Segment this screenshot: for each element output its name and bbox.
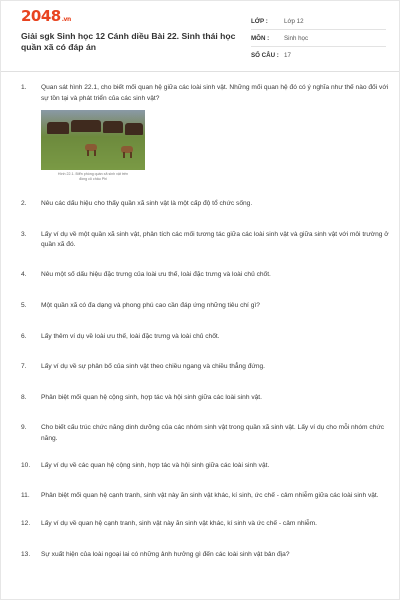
- question-text: Cho biết cấu trúc chức năng dinh dưỡng của các nhóm sinh vật trong quần xã sinh vật. Lấy ví dụ cho mỗi nhóm chức năng.: [41, 424, 385, 442]
- question-text: Sự xuất hiện của loài ngoại lai có những ảnh hưởng gì đến các loài sinh vật bản địa?: [41, 550, 290, 558]
- figure-caption: Hình 22.1. Biển phòng quần xã sinh vật trên đồng cỏ châu Phi: [57, 172, 129, 181]
- site-logo[interactable]: [21, 7, 71, 25]
- question-number: 2.: [21, 200, 27, 208]
- meta-key: LỚP :: [251, 17, 268, 25]
- question-text: Phân biệt mối quan hệ cộng sinh, hợp tác và hội sinh giữa các loài sinh vật.: [41, 393, 262, 401]
- question-text: Quan sát hình 22.1, cho biết mối quan hệ giữa các loài sinh vật. Những mối quan hệ đó có ý nghĩa như thế nào đối với sự tồn tại và phát triển của các sinh vật?: [41, 84, 389, 102]
- question-number: 4.: [21, 270, 27, 278]
- question-number: 6.: [21, 332, 27, 340]
- question-list: [21, 83, 393, 560]
- question-item: [21, 199, 393, 210]
- question-number: 5.: [21, 302, 27, 310]
- question-text: Một quần xã có đa dạng và phong phú cao cần đáp ứng những tiêu chí gì?: [41, 302, 260, 310]
- question-number: 12.: [21, 520, 31, 528]
- meta-value: Lớp 12: [284, 17, 304, 25]
- meta-row-subject: [251, 30, 386, 47]
- question-number: 7.: [21, 363, 27, 371]
- question-text: Nêu một số dấu hiệu đặc trưng của loài ưu thế, loài đặc trưng và loài chủ chốt.: [41, 270, 271, 278]
- question-number: 11.: [21, 491, 30, 499]
- herd-shape: [71, 120, 101, 132]
- question-number: 10.: [21, 462, 31, 470]
- question-text: Lấy ví dụ về các quan hệ cộng sinh, hợp tác và hội sinh giữa các loài sinh vật.: [41, 462, 270, 470]
- meta-table: [251, 13, 386, 63]
- meta-row-count: [251, 47, 386, 63]
- leg-shape: [87, 150, 89, 156]
- question-text: Nêu các dấu hiệu cho thấy quần xã sinh vật là một cấp độ tổ chức sống.: [41, 200, 253, 208]
- question-text: Phân biệt mối quan hệ cạnh tranh, sinh vật này ăn sinh vật khác, kí sinh, ức chế - cảm nhiễm giữa các loài sinh vật.: [41, 491, 379, 499]
- meta-key: SỐ CÂU :: [251, 51, 279, 59]
- leg-shape: [123, 152, 125, 158]
- question-item: [21, 461, 393, 472]
- question-text: Lấy thêm ví dụ về loài ưu thế, loài đặc trưng và loài chủ chốt.: [41, 332, 220, 340]
- question-number: 8.: [21, 393, 27, 401]
- meta-key: MÔN :: [251, 34, 270, 42]
- herd-shape: [47, 122, 69, 134]
- question-item: [21, 519, 393, 530]
- question-number: 3.: [21, 230, 27, 238]
- question-item: [21, 83, 393, 104]
- question-item: [21, 491, 393, 502]
- herd-shape: [125, 123, 143, 135]
- question-item: [21, 270, 393, 281]
- meta-value: Sinh học: [284, 34, 309, 42]
- question-item: [21, 230, 393, 251]
- header: [1, 1, 399, 72]
- savanna-photo: [41, 110, 145, 170]
- question-text: Lấy ví dụ về sự phân bố của sinh vật theo chiều ngang và chiều thẳng đứng.: [41, 363, 266, 371]
- question-item: [21, 423, 393, 444]
- meta-value: 17: [284, 51, 291, 59]
- question-number: 1.: [21, 84, 27, 91]
- question-item: [21, 550, 393, 561]
- question-item: [21, 362, 393, 373]
- leg-shape: [94, 150, 96, 156]
- question-text: Lấy ví dụ về quan hệ cạnh tranh, sinh vật này ăn sinh vật khác, kí sinh và ức chế - cảm nhiễm.: [41, 520, 318, 528]
- question-text: Lấy ví dụ về một quần xã sinh vật, phân tích các mối tương tác giữa các loài sinh vật và giữa sinh vật với môi trường ở quần xã đó.: [41, 230, 389, 249]
- logo-text: 2048: [21, 7, 61, 25]
- question-item: [21, 301, 393, 312]
- question-item: [21, 393, 393, 404]
- logo-suffix: .vn: [61, 16, 71, 23]
- question-number: 9.: [21, 424, 27, 432]
- meta-row-class: [251, 13, 386, 30]
- page-title: Giải sgk Sinh học 12 Cánh diều Bài 22. Sinh thái học quần xã có đáp án: [21, 31, 236, 52]
- herd-shape: [103, 121, 123, 133]
- question-figure: [41, 110, 145, 181]
- question-item: [21, 332, 393, 343]
- leg-shape: [130, 152, 132, 158]
- question-number: 13.: [21, 550, 31, 558]
